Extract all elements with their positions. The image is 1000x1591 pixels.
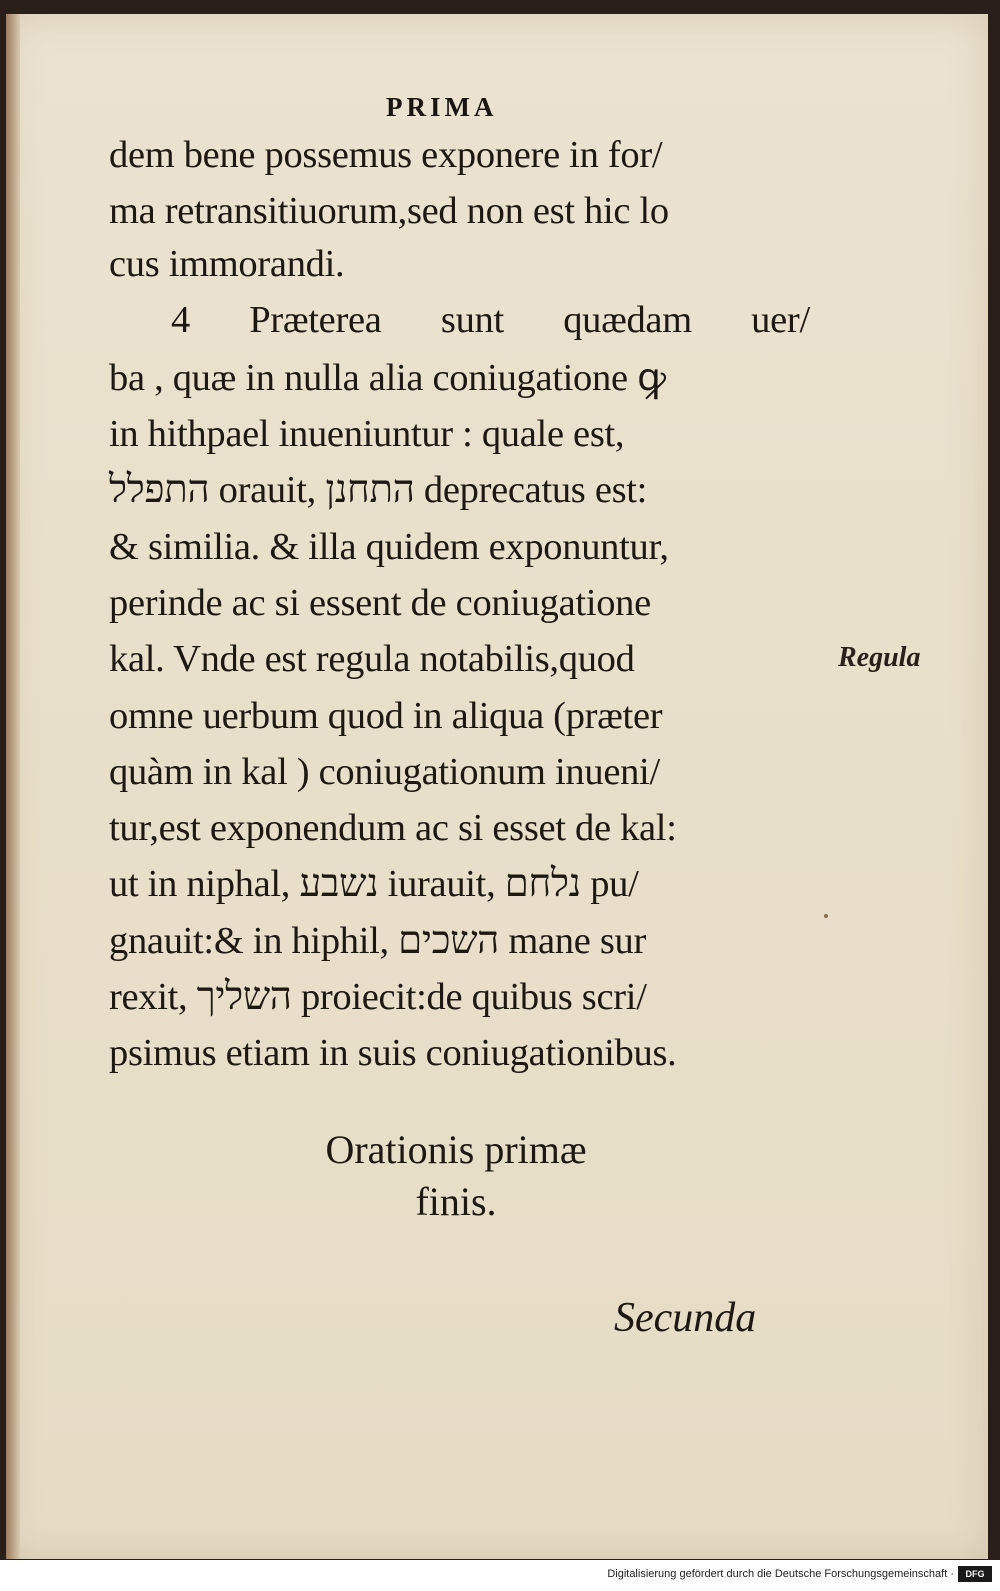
text-line-6: in hithpael inueniuntur : quale est, xyxy=(109,413,625,455)
catchword: Secunda xyxy=(614,1295,757,1341)
text-line-11: omne uerbum quod in aliqua (præter xyxy=(109,695,663,737)
text-line-17: psimus etiam in suis coniugationibus. xyxy=(109,1032,677,1074)
text-line-15-with-hebrew: gnauit:& in hiphil, השכים mane sur xyxy=(109,920,646,962)
paper-speck xyxy=(824,914,828,918)
page-spine-edge xyxy=(6,14,20,1559)
margin-note: Regula xyxy=(838,642,921,673)
dfg-logo: DFG xyxy=(958,1566,992,1582)
text-line-1: dem bene possemus exponere in for/ xyxy=(109,134,663,176)
book-page xyxy=(6,14,988,1559)
text-line-13: tur,est exponendum ac si esset de kal: xyxy=(109,807,677,849)
text-line-5: ba , quæ in nulla alia coniugatione ꝙ xyxy=(109,357,666,399)
footer-credit: Digitalisierung gefördert durch die Deutsche Forschungsgemeinschaft · xyxy=(607,1568,954,1580)
text-line-10: kal. Vnde est regula notabilis,quod xyxy=(109,638,635,680)
running-header: PRIMA xyxy=(386,92,498,122)
end-title-line-2: finis. xyxy=(415,1179,497,1224)
footer-bar xyxy=(0,1560,1000,1591)
text-line-8: & similia. & illa quidem exponuntur, xyxy=(109,526,669,568)
text-line-3: cus immorandi. xyxy=(109,243,345,285)
text-line-2: ma retransitiuorum,sed non est hic lo xyxy=(109,190,669,232)
text-line-9: perinde ac si essent de coniugatione xyxy=(109,582,651,624)
end-title-line-1: Orationis primæ xyxy=(325,1127,587,1172)
text-line-14-with-hebrew: ut in niphal, נשבע iurauit, נלחם pu/ xyxy=(109,863,639,905)
text-line-12: quàm in kal ) coniugationum inueni/ xyxy=(109,751,660,793)
text-line-4: 4 Præterea sunt quædam uer/ xyxy=(171,299,810,341)
text-line-7-with-hebrew: התפלל orauit, התחנן deprecatus est: xyxy=(109,469,648,511)
text-line-16-with-hebrew: rexit, השליך proiecit:de quibus scri/ xyxy=(109,976,647,1018)
